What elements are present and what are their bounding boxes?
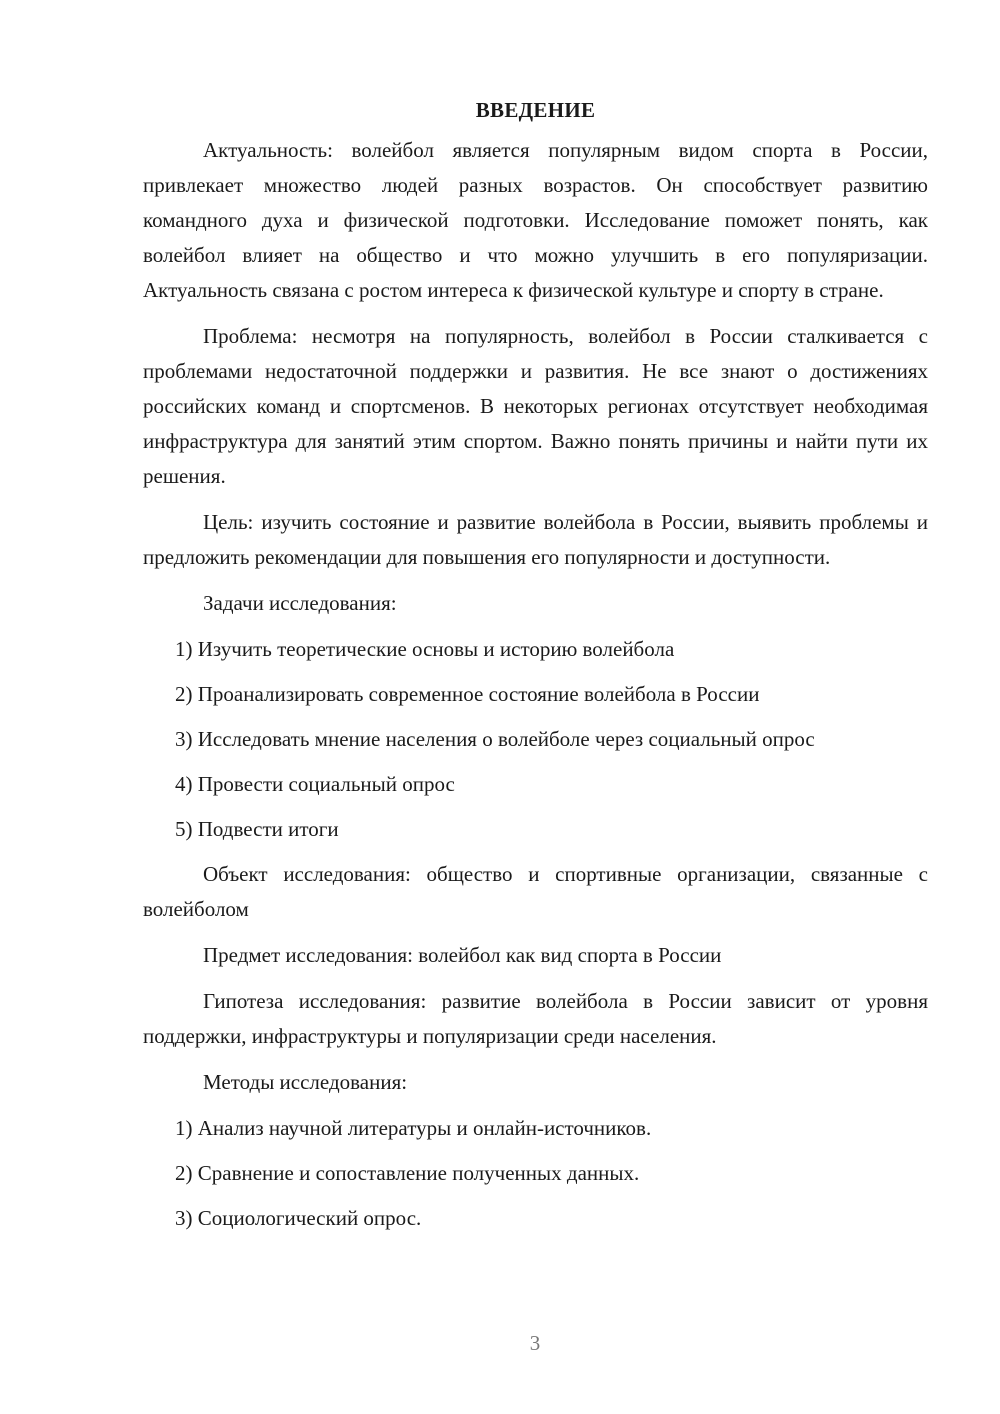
document-page xyxy=(143,95,928,1246)
task-item: 2) Проанализировать современное состояние волейбола в России xyxy=(175,682,760,706)
task-item: 5) Подвести итоги xyxy=(175,817,339,841)
task-item: 1) Изучить теоретические основы и историю волейбола xyxy=(175,637,675,661)
methods-heading: Методы исследования: xyxy=(203,1070,408,1094)
method-item: 2) Сравнение и сопоставление полученных данных. xyxy=(175,1161,640,1185)
goal-paragraph: Цель: изучить состояние и развитие волейбола в России, выявить проблемы и предложить рекомендации для повышения его популярности и доступности. xyxy=(143,510,928,569)
method-item: 1) Анализ научной литературы и онлайн-источников. xyxy=(175,1116,652,1140)
relevance-paragraph: Актуальность: волейбол является популярным видом спорта в России, привлекает множество людей разных возрастов. Он способствует развитию командного духа и физической подготовки. Исследование поможет понять, как волейбол влияет на общество и что можно улучшить в его популяризации. Актуальность связана с ростом интереса к физической культуре и спорту в стране. xyxy=(143,138,928,302)
tasks-heading: Задачи исследования: xyxy=(203,591,397,615)
task-item: 3) Исследовать мнение населения о волейболе через социальный опрос xyxy=(175,727,815,751)
page-number: 3 xyxy=(529,1331,541,1355)
subject-paragraph: Предмет исследования: волейбол как вид спорта в России xyxy=(203,943,722,967)
object-paragraph: Объект исследования: общество и спортивные организации, связанные с волейболом xyxy=(143,862,928,921)
method-item: 3) Социологический опрос. xyxy=(175,1206,422,1230)
page-title: ВВЕДЕНИЕ xyxy=(475,98,596,122)
problem-paragraph: Проблема: несмотря на популярность, волейбол в России сталкивается с проблемами недостаточной поддержки и развития. Не все знают о достижениях российских команд и спортсменов. В некоторых регионах отсутствует необходимая инфраструктура для занятий этим спортом. Важно понять причины и найти пути их решения. xyxy=(143,324,928,488)
hypothesis-paragraph: Гипотеза исследования: развитие волейбола в России зависит от уровня поддержки, инфраструктуры и популяризации среди населения. xyxy=(143,989,928,1048)
task-item: 4) Провести социальный опрос xyxy=(175,772,455,796)
